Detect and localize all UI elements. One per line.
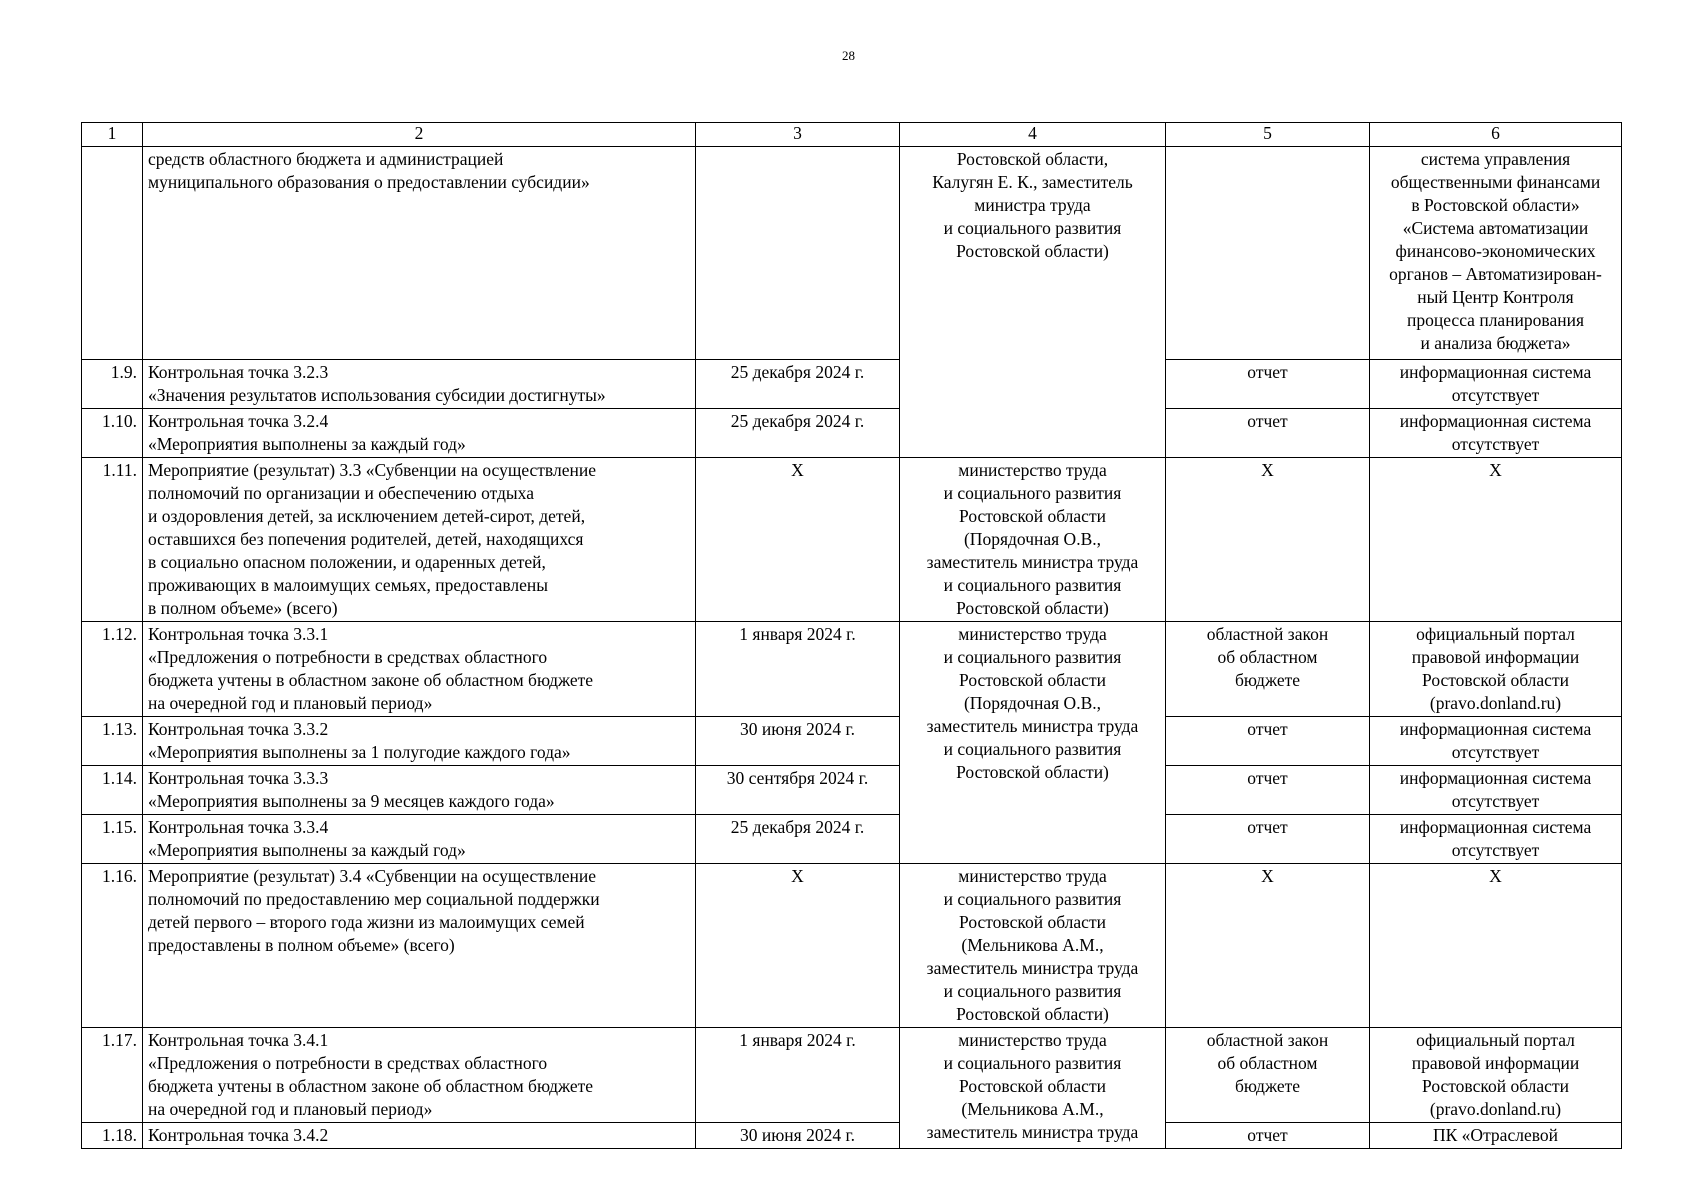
item-description-line: детей первого – второго года жизни из малоимущих семей	[148, 912, 585, 932]
deadline	[696, 360, 900, 409]
document-type-line: отчет	[1247, 719, 1288, 739]
document-type-line: отчет	[1247, 1125, 1288, 1145]
row-number: 1.14.	[82, 766, 143, 815]
responsible-executor-line: (Мельникова А.М.,	[961, 1099, 1104, 1119]
deadline	[696, 717, 900, 766]
item-description-line: Контрольная точка 3.3.3	[148, 768, 329, 788]
item-description-line: бюджета учтены в областном законе об областном бюджете	[148, 1076, 594, 1096]
document-type	[1166, 815, 1370, 864]
information-system-line: в Ростовской области»	[1411, 195, 1580, 215]
item-description-line: Контрольная точка 3.3.2	[148, 719, 329, 739]
information-system-line: (pravo.donland.ru)	[1429, 1099, 1562, 1119]
item-description-line: в полном объеме» (всего)	[148, 598, 338, 618]
item-description-line: «Мероприятия выполнены за 9 месяцев каждого года»	[148, 791, 555, 811]
responsible-executor-line: Ростовской области	[959, 1076, 1106, 1096]
responsible-executor-line: Ростовской области,	[956, 149, 1109, 169]
table-row	[82, 717, 1622, 766]
information-system	[1370, 409, 1622, 458]
item-description	[143, 409, 696, 458]
information-system-line: информационная система	[1399, 411, 1592, 431]
information-system-line: отсутствует	[1451, 434, 1540, 454]
table-header-row	[82, 123, 1622, 147]
table-row	[82, 766, 1622, 815]
information-system-line: Ростовской области	[1422, 670, 1569, 690]
item-description-line: «Предложения о потребности в средствах областного	[148, 1053, 548, 1073]
information-system-line: отсутствует	[1451, 840, 1540, 860]
responsible-executor-line: и социального развития	[943, 647, 1122, 667]
item-description-line: муниципального образования о предоставлении субсидии»	[148, 172, 590, 192]
item-description	[143, 458, 696, 622]
deadline-line: 1 января 2024 г.	[739, 624, 856, 644]
document-type-line: областной закон	[1206, 1030, 1329, 1050]
item-description-line: предоставлены в полном объеме» (всего)	[148, 935, 455, 955]
information-system-line: отсутствует	[1451, 742, 1540, 762]
responsible-executor-line: Ростовской области)	[956, 1004, 1109, 1024]
document-type-line: отчет	[1247, 817, 1288, 837]
responsible-executor-line: и социального развития	[943, 1053, 1122, 1073]
table-row	[82, 815, 1622, 864]
document-type	[1166, 766, 1370, 815]
deadline-line: 1 января 2024 г.	[739, 1030, 856, 1050]
deadline-line: 30 июня 2024 г.	[739, 1125, 856, 1145]
deadline	[696, 815, 900, 864]
item-description-line: Контрольная точка 3.2.3	[148, 362, 329, 382]
responsible-executor-line: министерство труда	[958, 866, 1107, 886]
information-system	[1370, 622, 1622, 717]
table-row	[82, 360, 1622, 409]
item-description-line: и оздоровления детей, за исключением детей-сирот, детей,	[148, 506, 586, 526]
information-system-line: отсутствует	[1451, 791, 1540, 811]
item-description-line: «Мероприятия выполнены за каждый год»	[148, 434, 466, 454]
information-system-line: X	[1489, 866, 1502, 886]
information-system-line: система управления	[1420, 149, 1571, 169]
responsible-executor-line: заместитель министра труда	[926, 716, 1139, 736]
information-system-line: официальный портал	[1416, 1030, 1575, 1050]
item-description-line: в социально опасном положении, и одаренных детей,	[148, 552, 546, 572]
responsible-executor-line: министерство труда	[958, 460, 1107, 480]
table-row	[82, 622, 1622, 717]
table-row	[82, 864, 1622, 1028]
information-system-line: процесса планирования	[1407, 310, 1584, 330]
responsible-executor-line: и социального развития	[943, 889, 1122, 909]
deadline	[696, 622, 900, 717]
item-description-line: «Мероприятия выполнены за 1 полугодие каждого года»	[148, 742, 571, 762]
information-system	[1370, 1123, 1622, 1149]
information-system-line: правовой информации	[1411, 1053, 1580, 1073]
information-system-line: информационная система	[1399, 719, 1592, 739]
item-description	[143, 147, 696, 360]
item-description-line: полномочий по организации и обеспечению отдыха	[148, 483, 534, 503]
document-type	[1166, 717, 1370, 766]
information-system-line: официальный портал	[1416, 624, 1575, 644]
responsible-executor-line: Ростовской области	[959, 912, 1106, 932]
item-description-line: бюджета учтены в областном законе об областном бюджете	[148, 670, 594, 690]
information-system	[1370, 766, 1622, 815]
row-number: 1.9.	[82, 360, 143, 409]
document-type-line: бюджете	[1234, 1076, 1301, 1096]
column-header-2: 2	[143, 123, 696, 147]
column-header-5: 5	[1166, 123, 1370, 147]
document-type	[1166, 864, 1370, 1028]
responsible-executor-line: (Порядочная О.В.,	[963, 529, 1101, 549]
information-system	[1370, 147, 1622, 360]
document-type	[1166, 458, 1370, 622]
item-description-line: «Мероприятия выполнены за каждый год»	[148, 840, 466, 860]
information-system-line: информационная система	[1399, 768, 1592, 788]
document-type-line: отчет	[1247, 362, 1288, 382]
responsible-executor-line: Ростовской области)	[956, 762, 1109, 782]
document-type	[1166, 1028, 1370, 1123]
page-number: 28	[842, 48, 855, 63]
deadline	[696, 1123, 900, 1149]
document-type-line: X	[1261, 866, 1274, 886]
row-number: 1.12.	[82, 622, 143, 717]
information-system-line: общественными финансами	[1390, 172, 1601, 192]
information-system	[1370, 360, 1622, 409]
responsible-executor-line: министра труда	[974, 195, 1091, 215]
responsible-executor	[900, 1028, 1166, 1149]
row-number: 1.16.	[82, 864, 143, 1028]
information-system-line: (pravo.donland.ru)	[1429, 693, 1562, 713]
responsible-executor-line: и социального развития	[943, 483, 1122, 503]
information-system-line: информационная система	[1399, 817, 1592, 837]
item-description-line: Мероприятие (результат) 3.3 «Субвенции на осуществление	[148, 460, 596, 480]
item-description-line: «Значения результатов использования субсидии достигнуты»	[148, 385, 606, 405]
information-system-line: правовой информации	[1411, 647, 1580, 667]
deadline-line: 30 сентября 2024 г.	[726, 768, 869, 788]
information-system	[1370, 815, 1622, 864]
item-description	[143, 815, 696, 864]
responsible-executor-line: и социального развития	[943, 981, 1122, 1001]
row-number: 1.17.	[82, 1028, 143, 1123]
item-description-line: средств областного бюджета и администрацией	[148, 149, 504, 169]
responsible-executor	[900, 864, 1166, 1028]
information-system-line: X	[1489, 460, 1502, 480]
document-type	[1166, 622, 1370, 717]
deadline-line: 25 декабря 2024 г.	[730, 362, 865, 382]
responsible-executor-line: (Мельникова А.М.,	[961, 935, 1104, 955]
deadline	[696, 147, 900, 360]
item-description	[143, 360, 696, 409]
deadline-line: 30 июня 2024 г.	[739, 719, 856, 739]
responsible-executor	[900, 147, 1166, 458]
table-row	[82, 147, 1622, 360]
responsible-executor-line: министерство труда	[958, 624, 1107, 644]
responsible-executor-line: (Порядочная О.В.,	[963, 693, 1101, 713]
control-points-table	[81, 122, 1622, 1149]
responsible-executor-line: Ростовской области	[959, 670, 1106, 690]
information-system	[1370, 717, 1622, 766]
item-description-line: Контрольная точка 3.4.1	[148, 1030, 329, 1050]
responsible-executor-line: заместитель министра труда	[926, 1122, 1139, 1142]
column-header-3: 3	[696, 123, 900, 147]
information-system	[1370, 864, 1622, 1028]
responsible-executor-line: Ростовской области)	[956, 598, 1109, 618]
item-description-line: полномочий по предоставлению мер социальной поддержки	[148, 889, 600, 909]
responsible-executor-line: министерство труда	[958, 1030, 1107, 1050]
information-system	[1370, 1028, 1622, 1123]
row-number: 1.10.	[82, 409, 143, 458]
item-description-line: «Предложения о потребности в средствах областного	[148, 647, 548, 667]
row-number	[82, 147, 143, 360]
responsible-executor-line: и социального развития	[943, 575, 1122, 595]
document-type	[1166, 147, 1370, 360]
column-header-1: 1	[82, 123, 143, 147]
responsible-executor-line: Ростовской области)	[956, 241, 1109, 261]
item-description	[143, 766, 696, 815]
deadline-line: 25 декабря 2024 г.	[730, 817, 865, 837]
row-number: 1.15.	[82, 815, 143, 864]
document-type-line: об областном	[1217, 1053, 1318, 1073]
item-description	[143, 1028, 696, 1123]
row-number: 1.18.	[82, 1123, 143, 1149]
deadline-line: X	[791, 866, 804, 886]
document-type-line: отчет	[1247, 768, 1288, 788]
deadline	[696, 458, 900, 622]
item-description-line: на очередной год и плановый период»	[148, 1099, 433, 1119]
document-type	[1166, 1123, 1370, 1149]
column-header-4: 4	[900, 123, 1166, 147]
item-description-line: проживающих в малоимущих семьях, предоставлены	[148, 575, 549, 595]
item-description-line: Мероприятие (результат) 3.4 «Субвенции на осуществление	[148, 866, 596, 886]
information-system-line: ПК «Отраслевой	[1433, 1125, 1558, 1145]
table-row	[82, 458, 1622, 622]
information-system-line: отсутствует	[1451, 385, 1540, 405]
information-system-line: органов – Автоматизирован-	[1389, 264, 1602, 284]
item-description	[143, 622, 696, 717]
information-system-line: информационная система	[1399, 362, 1592, 382]
item-description-line: Контрольная точка 3.4.2	[148, 1125, 329, 1145]
item-description	[143, 717, 696, 766]
responsible-executor-line: и социального развития	[943, 739, 1122, 759]
deadline-line: 25 декабря 2024 г.	[730, 411, 865, 431]
responsible-executor-line: Ростовской области	[959, 506, 1106, 526]
item-description-line: Контрольная точка 3.3.1	[148, 624, 329, 644]
document-type	[1166, 409, 1370, 458]
information-system-line: и анализа бюджета»	[1420, 333, 1571, 353]
row-number: 1.13.	[82, 717, 143, 766]
deadline	[696, 766, 900, 815]
document-type-line: об областном	[1217, 647, 1318, 667]
table-row	[82, 1028, 1622, 1123]
information-system-line: ный Центр Контроля	[1417, 287, 1574, 307]
item-description	[143, 1123, 696, 1149]
table-row	[82, 409, 1622, 458]
responsible-executor-line: заместитель министра труда	[926, 552, 1139, 572]
responsible-executor	[900, 458, 1166, 622]
document-type	[1166, 360, 1370, 409]
document-type-line: отчет	[1247, 411, 1288, 431]
deadline	[696, 864, 900, 1028]
table-row	[82, 1123, 1622, 1149]
item-description-line: Контрольная точка 3.2.4	[148, 411, 329, 431]
deadline-line: X	[791, 460, 804, 480]
document-type-line: бюджете	[1234, 670, 1301, 690]
item-description	[143, 864, 696, 1028]
information-system	[1370, 458, 1622, 622]
item-description-line: Контрольная точка 3.3.4	[148, 817, 329, 837]
deadline	[696, 409, 900, 458]
item-description-line: оставшихся без попечения родителей, детей, находящихся	[148, 529, 584, 549]
responsible-executor-line: заместитель министра труда	[926, 958, 1139, 978]
information-system-line: Ростовской области	[1422, 1076, 1569, 1096]
deadline	[696, 1028, 900, 1123]
document-type-line: X	[1261, 460, 1274, 480]
responsible-executor	[900, 622, 1166, 864]
responsible-executor-line: и социального развития	[943, 218, 1122, 238]
information-system-line: финансово-экономических	[1395, 241, 1596, 261]
document-type-line: областной закон	[1206, 624, 1329, 644]
item-description-line: на очередной год и плановый период»	[148, 693, 433, 713]
row-number: 1.11.	[82, 458, 143, 622]
responsible-executor-line: Калугян Е. К., заместитель	[932, 172, 1133, 192]
information-system-line: «Система автоматизации	[1402, 218, 1589, 238]
column-header-6: 6	[1370, 123, 1622, 147]
